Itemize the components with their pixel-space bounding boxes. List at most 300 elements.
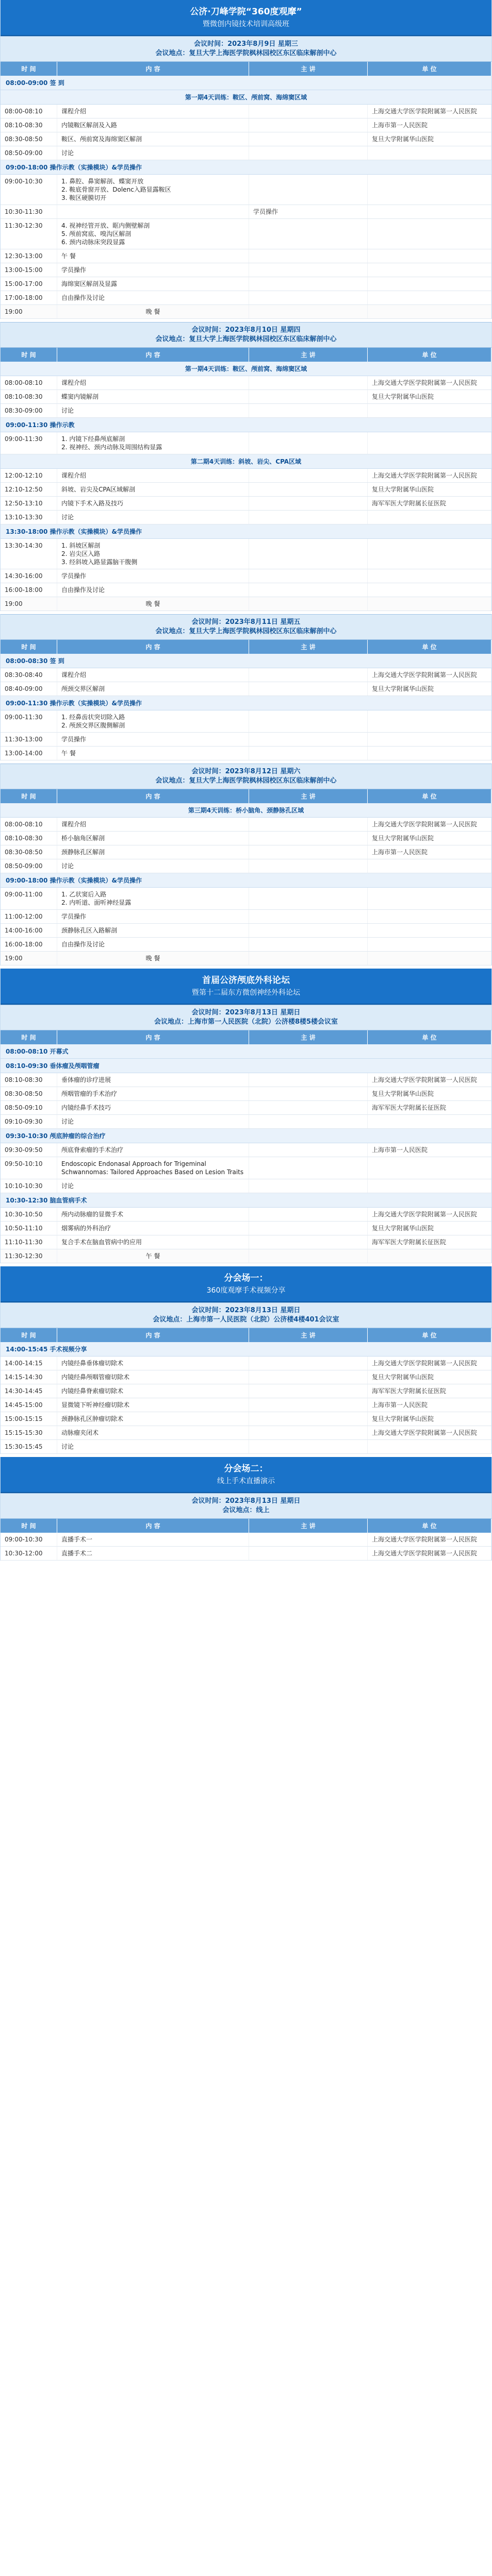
row-institution: 上海交通大学医学院附属第一人民医院 [368, 105, 491, 118]
row-institution: 上海交通大学医学院附属第一人民医院 [368, 1533, 491, 1546]
row-time: 08:40-09:00 [1, 682, 57, 696]
row-time: 13:00-15:00 [1, 263, 57, 277]
row-time: 08:50-09:00 [1, 146, 57, 160]
table-row [1, 390, 491, 404]
column-header-cell: 主 讲 [249, 62, 368, 76]
day-section [0, 969, 492, 1263]
row-time: 12:10-12:50 [1, 483, 57, 496]
table-row [1, 952, 491, 965]
row-institution [368, 938, 491, 951]
row-time: 15:00-15:15 [1, 1412, 57, 1426]
day-header-line: 会议时间：2023年8月13日 星期日 [191, 1307, 301, 1314]
table-row [1, 1087, 491, 1101]
table-row [1, 1412, 491, 1426]
row-time: 13:30-14:30 [1, 539, 57, 569]
row-topic: 午 餐 [57, 249, 249, 263]
column-header-cell: 时 间 [1, 62, 57, 76]
row-speaker [249, 1426, 368, 1439]
row-topic: 烟雾病的外科治疗 [57, 1222, 249, 1235]
row-time: 17:00-18:00 [1, 291, 57, 304]
row-time: 10:30-12:00 [1, 1547, 57, 1560]
row-speaker [249, 175, 368, 205]
row-topic: 颈静脉孔区肿瘤切除术 [57, 1412, 249, 1426]
day-section [0, 0, 492, 319]
table-row [1, 1398, 491, 1412]
row-speaker [249, 118, 368, 132]
row-institution [368, 597, 491, 611]
row-institution [368, 952, 491, 965]
table-row [1, 583, 491, 597]
row-speaker [249, 305, 368, 318]
row-topic: 讨论 [57, 1179, 249, 1193]
row-institution [368, 583, 491, 597]
row-time: 09:00-11:00 [1, 888, 57, 909]
row-time: 10:30-10:50 [1, 1208, 57, 1221]
day-header [1, 322, 491, 348]
table-row [1, 1249, 491, 1263]
row-speaker [249, 924, 368, 937]
table-row [1, 1426, 491, 1440]
row-time: 15:00-17:00 [1, 277, 57, 291]
row-topic: 颅咽管瘤的手术治疗 [57, 1087, 249, 1100]
table-row [1, 497, 491, 511]
row-time: 12:30-13:00 [1, 249, 57, 263]
row-institution: 上海交通大学医学院附属第一人民医院 [368, 1357, 491, 1370]
session-bar: 14:00-15:45 手术视频分享 [1, 1342, 491, 1357]
day-header [1, 614, 491, 640]
table-row [1, 1101, 491, 1115]
row-topic: 学员操作 [57, 263, 249, 277]
table-row [1, 483, 491, 497]
row-time: 11:00-12:00 [1, 910, 57, 923]
column-header-cell: 主 讲 [249, 789, 368, 803]
row-speaker [249, 1357, 368, 1370]
row-speaker [249, 845, 368, 859]
row-topic: 课程介绍 [57, 376, 249, 389]
column-header-cell: 内 容 [57, 62, 249, 76]
day-header-line: 会议地点：复旦大学上海医学院枫林园校区东区临床解剖中心 [155, 335, 337, 343]
row-speaker [249, 1533, 368, 1546]
row-speaker [249, 1157, 368, 1179]
column-header-cell: 主 讲 [249, 1328, 368, 1342]
row-speaker [249, 511, 368, 524]
table-row [1, 668, 491, 682]
row-speaker [249, 376, 368, 389]
row-institution [368, 263, 491, 277]
row-time: 14:45-15:00 [1, 1398, 57, 1412]
banner-title: 公济·刀峰学院“360度观摩” [190, 7, 302, 17]
row-topic: 动脉瘤夹闭术 [57, 1426, 249, 1439]
session-bar: 09:00-18:00 操作示教（实操模块）&学员操作 [1, 160, 491, 175]
row-topic: 内镜鞍区解剖及入路 [57, 118, 249, 132]
table-row [1, 1157, 491, 1179]
row-speaker [249, 497, 368, 510]
row-topic [57, 205, 249, 218]
column-header [1, 1030, 491, 1044]
banner-title: 首届公济颅底外科论坛 [202, 975, 290, 986]
row-institution [368, 1249, 491, 1263]
row-institution: 上海交通大学医学院附属第一人民医院 [368, 469, 491, 482]
row-topic: 课程介绍 [57, 818, 249, 831]
row-time: 11:30-12:30 [1, 1249, 57, 1263]
row-topic: 桥小脑角区解剖 [57, 832, 249, 845]
row-institution: 上海交通大学医学院附属第一人民医院 [368, 1426, 491, 1439]
day-header-line: 会议时间：2023年8月13日 星期日 [191, 1497, 301, 1505]
table-row [1, 597, 491, 611]
row-topic: 垂体瘤的诊疗进展 [57, 1073, 249, 1087]
table-row [1, 146, 491, 160]
row-institution [368, 733, 491, 746]
row-institution [368, 291, 491, 304]
row-topic: 自由操作及讨论 [57, 938, 249, 951]
row-speaker [249, 1222, 368, 1235]
row-time: 09:00-10:30 [1, 1533, 57, 1546]
row-institution: 复旦大学附属华山医院 [368, 1412, 491, 1426]
table-row [1, 132, 491, 146]
row-topic: 讨论 [57, 1440, 249, 1453]
row-time: 08:50-09:10 [1, 1101, 57, 1114]
row-time: 08:30-08:50 [1, 845, 57, 859]
day-section [0, 764, 492, 965]
table-row [1, 432, 491, 454]
session-bar: 13:30-18:00 操作示教（实操模块）&学员操作 [1, 524, 491, 539]
table-row [1, 733, 491, 747]
session-bar: 09:00-18:00 操作示教（实操模块）&学员操作 [1, 873, 491, 888]
day-section [0, 614, 492, 760]
column-header-cell: 时 间 [1, 1030, 57, 1044]
row-institution [368, 404, 491, 417]
column-header-cell: 单 位 [368, 640, 491, 654]
row-topic: 课程介绍 [57, 469, 249, 482]
row-institution: 海军军医大学附属长征医院 [368, 497, 491, 510]
column-header-cell: 内 容 [57, 1328, 249, 1342]
row-speaker [249, 1115, 368, 1128]
table-row [1, 569, 491, 583]
row-institution: 上海交通大学医学院附属第一人民医院 [368, 668, 491, 682]
day-header-line: 会议地点：线上 [222, 1506, 270, 1514]
row-topic: 显微镜下听神经瘤切除术 [57, 1398, 249, 1412]
day-header-line: 会议地点：上海市第一人民医院（北院）公济楼8楼5楼会议室 [154, 1018, 338, 1026]
column-header-cell: 时 间 [1, 348, 57, 362]
row-topic: 学员操作 [57, 910, 249, 923]
table-row [1, 1222, 491, 1235]
row-speaker [249, 219, 368, 249]
row-speaker [249, 1412, 368, 1426]
table-row [1, 1533, 491, 1547]
row-topic: 颈静脉孔区入路解剖 [57, 924, 249, 937]
table-row [1, 710, 491, 733]
day-header-line: 会议时间：2023年8月10日 星期四 [191, 326, 301, 334]
row-institution: 复旦大学附属华山医院 [368, 132, 491, 146]
table-row [1, 539, 491, 569]
row-time: 08:30-08:40 [1, 668, 57, 682]
row-speaker [249, 710, 368, 732]
row-time: 10:30-11:30 [1, 205, 57, 218]
column-header-cell: 主 讲 [249, 640, 368, 654]
row-institution [368, 175, 491, 205]
day-section [0, 1457, 492, 1561]
banner-title: 分会场一： [224, 1273, 268, 1283]
table-row [1, 1179, 491, 1193]
row-topic: 1. 内镜下经鼻颅底解剖 2. 视神经、颈内动脉及周围结构显露 [57, 432, 249, 454]
row-topic: 课程介绍 [57, 668, 249, 682]
column-header [1, 348, 491, 362]
row-speaker [249, 1440, 368, 1453]
table-row [1, 747, 491, 760]
section-banner [1, 1457, 491, 1493]
row-time: 08:10-08:30 [1, 390, 57, 403]
session-bar: 第一期4天训练：鞍区、颅前窝、海绵窦区域 [1, 362, 491, 376]
column-header-cell: 内 容 [57, 1519, 249, 1533]
day-section [0, 322, 492, 611]
row-topic: 内镜经鼻手术技巧 [57, 1101, 249, 1114]
row-speaker [249, 539, 368, 569]
row-institution [368, 569, 491, 583]
table-row [1, 291, 491, 305]
row-time: 09:00-11:30 [1, 432, 57, 454]
row-institution: 上海交通大学医学院附属第一人民医院 [368, 818, 491, 831]
row-time: 14:30-16:00 [1, 569, 57, 583]
row-institution: 复旦大学附属华山医院 [368, 1087, 491, 1100]
row-institution [368, 747, 491, 760]
row-speaker [249, 469, 368, 482]
row-institution: 复旦大学附属华山医院 [368, 832, 491, 845]
column-header-cell: 单 位 [368, 62, 491, 76]
table-row [1, 888, 491, 910]
column-header-cell: 单 位 [368, 348, 491, 362]
row-institution: 上海交通大学医学院附属第一人民医院 [368, 1208, 491, 1221]
table-row [1, 205, 491, 219]
row-speaker [249, 1547, 368, 1560]
row-speaker [249, 597, 368, 611]
row-speaker [249, 859, 368, 873]
table-row [1, 376, 491, 390]
table-row [1, 1235, 491, 1249]
row-time: 08:30-09:00 [1, 404, 57, 417]
banner-subtitle: 暨第十二届东方微创神经外科论坛 [192, 989, 300, 997]
table-row [1, 105, 491, 118]
day-header-line: 会议地点：复旦大学上海医学院枫林园校区东区临床解剖中心 [155, 628, 337, 635]
row-institution [368, 432, 491, 454]
row-speaker [249, 1384, 368, 1398]
column-header-cell: 内 容 [57, 640, 249, 654]
row-time: 09:00-11:30 [1, 710, 57, 732]
row-speaker [249, 1249, 368, 1263]
row-time: 19:00 [1, 952, 57, 965]
row-topic: 颅底脊索瘤的手术治疗 [57, 1143, 249, 1157]
row-institution [368, 511, 491, 524]
row-institution: 海军军医大学附属长征医院 [368, 1235, 491, 1249]
row-speaker [249, 1235, 368, 1249]
day-header [1, 36, 491, 62]
row-topic: 1. 鼻腔、鼻窦解剖、蝶窦开放 2. 鞍底骨窗开放、Dolenc入路显露鞍区 3. 鞍区硬膜切开 [57, 175, 249, 205]
session-bar: 第二期4天训练：斜坡、岩尖、CPA区域 [1, 454, 491, 469]
row-topic: 鞍区、颅前窝及海绵窦区解剖 [57, 132, 249, 146]
table-row [1, 469, 491, 483]
row-time: 08:10-08:30 [1, 832, 57, 845]
column-header-cell: 内 容 [57, 348, 249, 362]
row-topic: 直播手术一 [57, 1533, 249, 1546]
day-header [1, 1302, 491, 1328]
row-institution: 上海市第一人民医院 [368, 1398, 491, 1412]
day-header-line: 会议时间：2023年8月11日 星期五 [191, 618, 301, 626]
row-time: 12:50-13:10 [1, 497, 57, 510]
row-time: 08:10-08:30 [1, 118, 57, 132]
column-header-cell: 时 间 [1, 789, 57, 803]
row-time: 08:00-08:10 [1, 105, 57, 118]
day-header-line: 会议地点：上海市第一人民医院（北院）公济楼4楼401会议室 [153, 1316, 339, 1324]
row-institution [368, 1179, 491, 1193]
session-bar: 08:00-08:30 签 到 [1, 654, 491, 668]
row-time: 10:10-10:30 [1, 1179, 57, 1193]
row-time: 14:15-14:30 [1, 1370, 57, 1384]
day-header [1, 1005, 491, 1030]
row-topic: 讨论 [57, 1115, 249, 1128]
table-row [1, 249, 491, 263]
row-time: 16:00-18:00 [1, 583, 57, 597]
row-topic: 讨论 [57, 511, 249, 524]
row-institution [368, 888, 491, 909]
row-speaker [249, 277, 368, 291]
row-topic: 颅颈交界区解剖 [57, 682, 249, 696]
column-header-cell: 主 讲 [249, 348, 368, 362]
row-institution: 上海市第一人民医院 [368, 1143, 491, 1157]
row-topic: 讨论 [57, 404, 249, 417]
row-time: 12:00-12:10 [1, 469, 57, 482]
row-time: 19:00 [1, 597, 57, 611]
row-speaker [249, 1101, 368, 1114]
section-banner [1, 0, 491, 36]
column-header-cell: 时 间 [1, 640, 57, 654]
table-row [1, 938, 491, 952]
day-header-line: 会议地点：复旦大学上海医学院枫林园校区东区临床解剖中心 [155, 49, 337, 57]
session-bar: 09:00-11:30 操作示教 [1, 418, 491, 432]
row-topic: 内镜经鼻颅咽管瘤切除术 [57, 1370, 249, 1384]
table-row [1, 404, 491, 418]
row-institution: 上海市第一人民医院 [368, 845, 491, 859]
row-speaker [249, 733, 368, 746]
table-row [1, 1073, 491, 1087]
row-topic: 内镜经鼻垂体瘤切除术 [57, 1357, 249, 1370]
row-time: 08:50-09:00 [1, 859, 57, 873]
row-time: 09:50-10:10 [1, 1157, 57, 1179]
row-time: 19:00 [1, 305, 57, 318]
table-row [1, 1357, 491, 1370]
table-row [1, 1370, 491, 1384]
row-speaker [249, 249, 368, 263]
row-speaker [249, 569, 368, 583]
table-row [1, 263, 491, 277]
row-speaker [249, 432, 368, 454]
table-row [1, 305, 491, 319]
row-institution [368, 924, 491, 937]
row-time: 09:00-10:30 [1, 175, 57, 205]
section-banner [1, 969, 491, 1005]
row-institution [368, 205, 491, 218]
table-row [1, 682, 491, 696]
row-topic: 学员操作 [57, 569, 249, 583]
session-bar: 第三期4天训练：桥小脑角、颈静脉孔区域 [1, 803, 491, 818]
session-bar: 08:00-08:10 开幕式 [1, 1044, 491, 1059]
row-institution [368, 1115, 491, 1128]
row-topic: Endoscopic Endonasal Approach for Trigeminal Schwannomas: Tailored Approaches Based on Lesion Traits [57, 1157, 249, 1179]
table-row [1, 118, 491, 132]
row-speaker [249, 132, 368, 146]
row-speaker [249, 105, 368, 118]
row-institution: 上海市第一人民医院 [368, 118, 491, 132]
section-banner [1, 1266, 491, 1302]
row-time: 11:10-11:30 [1, 1235, 57, 1249]
column-header-cell: 时 间 [1, 1519, 57, 1533]
column-header-cell: 单 位 [368, 1328, 491, 1342]
row-speaker [249, 1087, 368, 1100]
column-header-cell: 单 位 [368, 1519, 491, 1533]
banner-title: 分会场二： [224, 1464, 268, 1474]
row-topic: 1. 经鼻齿状突切除入路 2. 颅颈交界区腹侧解剖 [57, 710, 249, 732]
table-row [1, 1208, 491, 1222]
row-speaker [249, 952, 368, 965]
row-speaker [249, 1179, 368, 1193]
row-topic: 4. 视神经管开放、眶内侧壁解剖 5. 颅前窝底、嗅沟区解剖 6. 颈内动脉床突段显露 [57, 219, 249, 249]
row-speaker [249, 818, 368, 831]
row-topic: 颅内动脉瘤的显微手术 [57, 1208, 249, 1221]
row-topic: 1. 斜坡区解剖 2. 岩尖区入路 3. 经斜坡入路显露脑干腹侧 [57, 539, 249, 569]
section-gap [0, 1561, 492, 1564]
row-institution [368, 1157, 491, 1179]
row-topic: 自由操作及讨论 [57, 291, 249, 304]
column-header [1, 1519, 491, 1533]
row-topic: 斜坡、岩尖及CPA区域解剖 [57, 483, 249, 496]
row-topic: 讨论 [57, 859, 249, 873]
table-row [1, 1143, 491, 1157]
row-topic: 颈静脉孔区解剖 [57, 845, 249, 859]
column-header-cell: 主 讲 [249, 1030, 368, 1044]
day-section [0, 1266, 492, 1454]
row-time: 09:30-09:50 [1, 1143, 57, 1157]
row-speaker [249, 146, 368, 160]
session-bar: 08:00-09:00 签 到 [1, 76, 491, 90]
column-header-cell: 内 容 [57, 1030, 249, 1044]
row-institution: 上海交通大学医学院附属第一人民医院 [368, 1547, 491, 1560]
table-row [1, 1440, 491, 1454]
row-topic: 午 餐 [57, 747, 249, 760]
row-institution: 复旦大学附属华山医院 [368, 390, 491, 403]
row-topic: 内镜下手术入路及技巧 [57, 497, 249, 510]
table-row [1, 845, 491, 859]
row-time: 11:30-12:30 [1, 219, 57, 249]
row-topic: 复合手术在脑血管病中的应用 [57, 1235, 249, 1249]
row-time: 13:10-13:30 [1, 511, 57, 524]
row-topic: 内镜经鼻脊索瘤切除术 [57, 1384, 249, 1398]
column-header-cell: 主 讲 [249, 1519, 368, 1533]
row-time: 10:50-11:10 [1, 1222, 57, 1235]
row-time: 08:30-08:50 [1, 1087, 57, 1100]
row-topic: 自由操作及讨论 [57, 583, 249, 597]
row-time: 14:00-16:00 [1, 924, 57, 937]
row-institution: 复旦大学附属华山医院 [368, 682, 491, 696]
table-row [1, 910, 491, 924]
session-bar: 10:30-12:30 脑血管病手术 [1, 1193, 491, 1208]
table-row [1, 1384, 491, 1398]
row-speaker [249, 291, 368, 304]
row-speaker [249, 668, 368, 682]
row-speaker [249, 404, 368, 417]
row-speaker [249, 888, 368, 909]
row-time: 08:00-08:10 [1, 818, 57, 831]
table-row [1, 832, 491, 845]
row-institution [368, 219, 491, 249]
row-institution [368, 277, 491, 291]
